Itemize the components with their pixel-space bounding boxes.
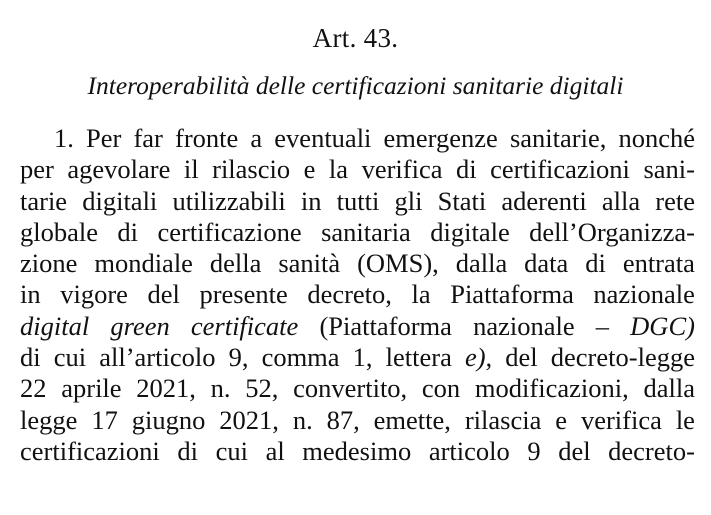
word: digital — [20, 310, 90, 341]
word: e), — [464, 342, 493, 373]
word: dalla — [643, 373, 695, 404]
word: di — [177, 435, 198, 466]
word: globale — [20, 216, 98, 247]
word: nazionale — [473, 310, 575, 341]
paragraph-line — [20, 217, 695, 248]
word: per — [20, 154, 54, 185]
word: comma — [261, 342, 340, 373]
word: tutti — [336, 185, 380, 216]
word: DGC) — [630, 310, 695, 341]
paragraph-line — [20, 248, 695, 279]
word: cui — [215, 435, 248, 466]
word: emergenze — [383, 123, 498, 153]
word: zione — [20, 248, 78, 279]
word: presente — [199, 279, 288, 310]
word: emette, — [373, 404, 451, 435]
word: a — [250, 123, 263, 153]
word: di — [20, 342, 41, 373]
word: le — [675, 404, 695, 435]
word: certificazioni — [490, 154, 630, 185]
word: lettera — [385, 342, 452, 373]
word: entrata — [622, 248, 695, 279]
word: data — [524, 248, 569, 279]
word: il — [183, 154, 199, 185]
word: Piattaforma — [450, 279, 574, 310]
word: sanitarie, — [509, 123, 607, 153]
paragraph-line — [20, 279, 695, 310]
paragraph-line — [20, 186, 695, 217]
word: 17 — [91, 404, 118, 435]
word: 2021, — [136, 373, 196, 404]
word: Per — [86, 123, 122, 153]
word: di — [117, 216, 139, 247]
word: n. — [292, 404, 313, 435]
word: rilascio — [212, 154, 291, 185]
word: convertito, — [293, 373, 408, 404]
word: la — [411, 279, 431, 310]
word: tarie — [20, 185, 68, 216]
word: dalla — [455, 248, 508, 279]
word: (OMS), — [357, 248, 439, 279]
word: Stati — [437, 185, 487, 216]
word: digitale — [430, 216, 510, 247]
paragraph-line — [20, 436, 695, 467]
word: decreto, — [307, 279, 392, 310]
paragraph-line — [20, 405, 695, 436]
word: decreto-legge — [550, 342, 695, 373]
article-paragraph — [20, 123, 695, 467]
word: alla — [601, 185, 641, 216]
word: (Piattaforma — [319, 310, 452, 341]
word: legge — [20, 404, 78, 435]
word: fronte — [175, 123, 239, 153]
word: la — [328, 154, 349, 185]
word: 9, — [228, 342, 249, 373]
word: vigore — [60, 279, 128, 310]
word: agevolare — [67, 154, 171, 185]
word: nazionale — [593, 279, 695, 310]
word: all’articolo — [99, 342, 216, 373]
word: 1. — [54, 123, 74, 153]
word: articolo — [428, 435, 510, 466]
word: digitali — [82, 185, 158, 216]
word: della — [209, 248, 262, 279]
word: green — [110, 310, 170, 341]
word: del — [505, 342, 538, 373]
article-number: Art. 43. — [312, 23, 399, 53]
word: rete — [655, 185, 695, 216]
word: 87, — [326, 404, 360, 435]
word: certificate — [190, 310, 299, 341]
word: 52, — [245, 373, 279, 404]
word: giugno — [131, 404, 206, 435]
word: sanità — [278, 248, 341, 279]
word: 2021, — [219, 404, 279, 435]
word: di — [456, 154, 477, 185]
paragraph-line — [20, 342, 695, 373]
word: utilizzabili — [172, 185, 286, 216]
paragraph-line — [20, 123, 695, 154]
word: al — [265, 435, 285, 466]
word: decreto- — [608, 435, 695, 466]
word: in — [20, 279, 41, 310]
word: 22 — [20, 373, 47, 404]
word: e — [555, 404, 568, 435]
word: sanitaria — [321, 216, 411, 247]
word: sani- — [643, 154, 695, 185]
word: dell’Organizza- — [529, 216, 695, 247]
word: certificazione — [157, 216, 302, 247]
word: 1, — [352, 342, 373, 373]
word: modificazioni, — [474, 373, 629, 404]
word: aderenti — [501, 185, 587, 216]
word: cui — [53, 342, 87, 373]
paragraph-line — [20, 373, 695, 404]
word: con — [421, 373, 461, 404]
word: n. — [210, 373, 231, 404]
word: rilascia — [464, 404, 542, 435]
word: medesimo — [302, 435, 412, 466]
word: verifica — [361, 154, 443, 185]
article-title: Interoperabilità delle certificazioni sanitarie digitali — [87, 71, 624, 100]
word: mondiale — [94, 248, 193, 279]
word: aprile — [61, 373, 122, 404]
word: verifica — [580, 404, 662, 435]
word: 9 — [527, 435, 541, 466]
word: eventuali — [274, 123, 372, 153]
word: di — [585, 248, 606, 279]
word: e — [303, 154, 316, 185]
word: in — [300, 185, 322, 216]
word: del — [147, 279, 180, 310]
word: gli — [394, 185, 423, 216]
paragraph-line — [20, 311, 695, 342]
word: del — [558, 435, 591, 466]
paragraph-line — [20, 154, 695, 185]
word: – — [595, 310, 610, 341]
word: far — [133, 123, 163, 153]
word: certificazioni — [20, 435, 160, 466]
word: nonché — [618, 123, 695, 153]
